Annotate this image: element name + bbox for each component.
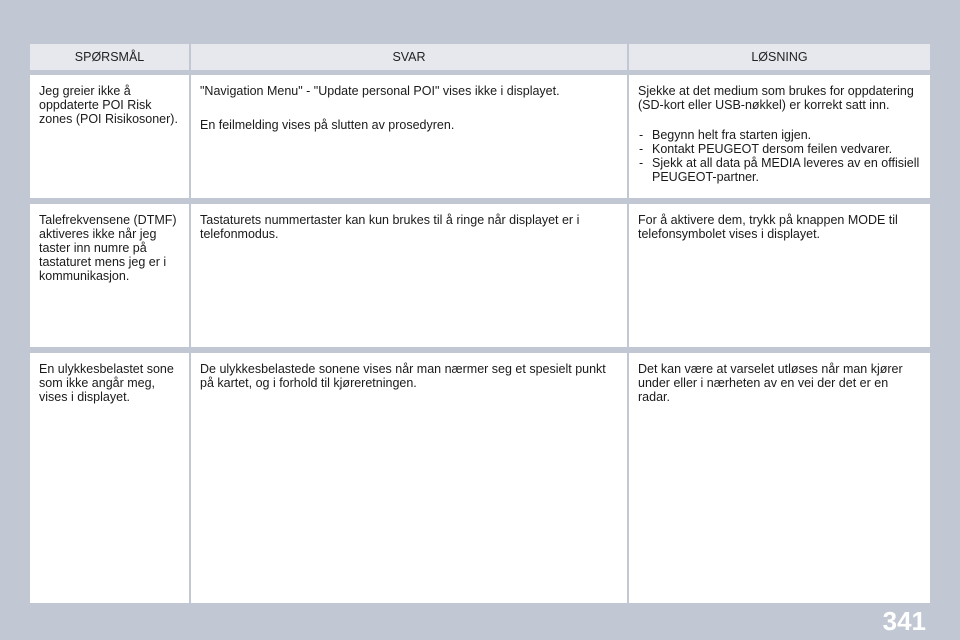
- list-item: - Sjekk at all data på MEDIA leveres av en offisiell PEUGEOT-partner.: [638, 156, 921, 184]
- solution-list: [638, 128, 921, 184]
- question-cell: [30, 75, 189, 198]
- question-text: Jeg greier ikke å oppdaterte POI Risk zones (POI Risikosoner).: [39, 84, 178, 126]
- answer-cell: [191, 353, 627, 603]
- answer-cell: [191, 75, 627, 198]
- table-row: [30, 204, 930, 347]
- solution-cell: [629, 75, 930, 198]
- answer-text: En feilmelding vises på slutten av prosedyren.: [200, 118, 455, 132]
- header-answer: SVAR: [191, 44, 627, 70]
- page-number: 341: [882, 606, 926, 636]
- answer-text: De ulykkesbelastede sonene vises når man nærmer seg et spesielt punkt på kartet, og i forhold til kjøreretningen.: [200, 362, 606, 390]
- solution-cell: [629, 204, 930, 347]
- header-solution: LØSNING: [629, 44, 930, 70]
- answer-text: "Navigation Menu" - "Update personal POI" vises ikke i displayet.: [200, 84, 560, 98]
- question-cell: [30, 204, 189, 347]
- list-item: - Begynn helt fra starten igjen.: [638, 128, 921, 142]
- table-header: [30, 44, 930, 70]
- table-row: [30, 353, 930, 603]
- answer-cell: [191, 204, 627, 347]
- solution-text: For å aktivere dem, trykk på knappen MODE til telefonsymbolet vises i displayet.: [638, 213, 898, 241]
- solution-text: Sjekke at det medium som brukes for oppdatering (SD-kort eller USB-nøkkel) er korrekt satt inn.: [638, 84, 914, 112]
- header-question: SPØRSMÅL: [30, 44, 189, 70]
- question-text: Talefrekvensene (DTMF) aktiveres ikke når jeg taster inn numre på tastaturet mens jeg er i kommunikasjon.: [39, 213, 177, 283]
- question-cell: [30, 353, 189, 603]
- solution-text: Det kan være at varselet utløses når man kjører under eller i nærheten av en vei der det er en radar.: [638, 362, 903, 404]
- list-item: - Kontakt PEUGEOT dersom feilen vedvarer.: [638, 142, 921, 156]
- question-text: En ulykkesbelastet sone som ikke angår meg, vises i displayet.: [39, 362, 174, 404]
- faq-table: [30, 44, 930, 603]
- table-row: [30, 75, 930, 198]
- solution-cell: [629, 353, 930, 603]
- answer-text: Tastaturets nummertaster kan kun brukes til å ringe når displayet er i telefonmodus.: [200, 213, 580, 241]
